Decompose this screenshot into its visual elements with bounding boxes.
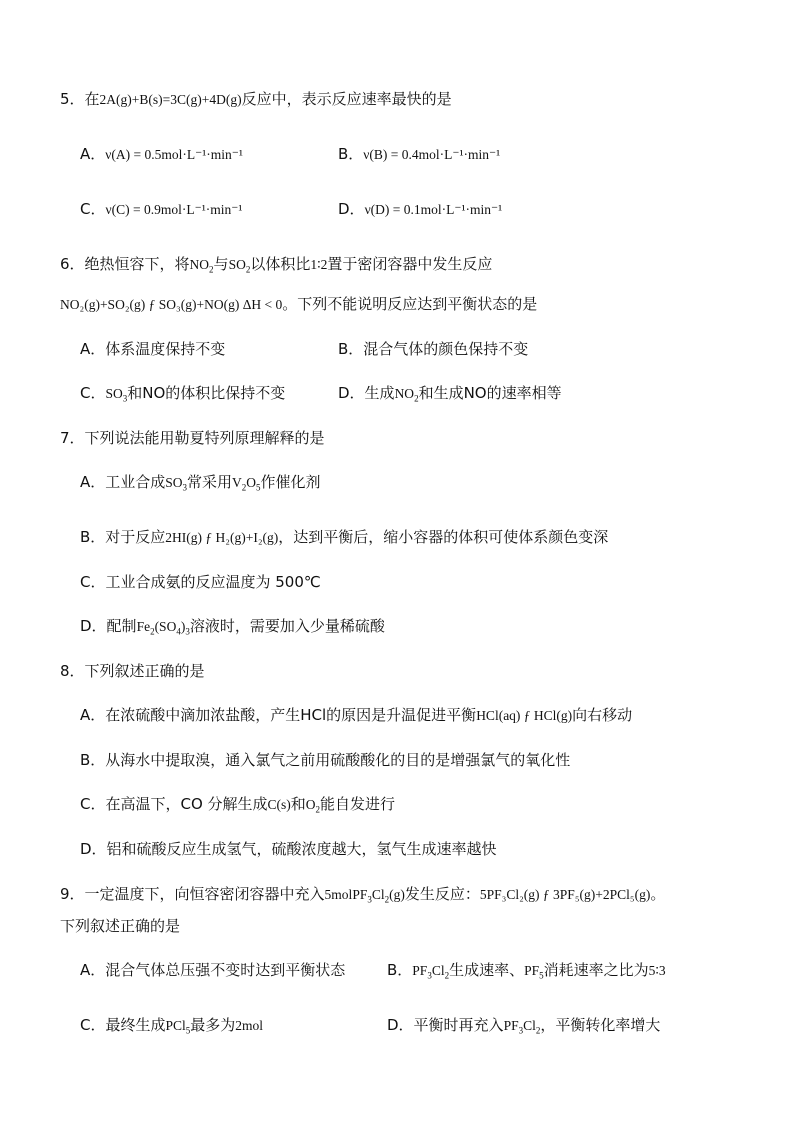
q9-option-b <box>387 960 666 981</box>
q6-d-a: D．生成 <box>338 384 395 402</box>
q6-stem-a: 6．绝热恒容下，将 <box>60 255 190 273</box>
q9-c-amount: 2mol <box>235 1018 264 1033</box>
q5-b-label: B． <box>338 145 364 163</box>
q7-d-a: D．配制 <box>80 617 137 635</box>
q5-stem-tail: 反应中，表示反应速率最快的是 <box>241 90 452 108</box>
q7-stem: 7．下列说法能用勒夏特列原理解释的是 <box>60 429 325 447</box>
q9-c-a: C．最终生成 <box>80 1016 166 1034</box>
q5-a-expr: ν(A) = 0.5mol·L⁻¹·min⁻¹ <box>105 147 243 162</box>
q8-a-a: A．在浓硫酸中滴加浓盐酸，产生HCl的原因是升温促进平衡 <box>80 706 477 724</box>
q6-c-text: 和NO的体积比保持不变 <box>127 384 286 402</box>
v2o5-formula: $V_2O_5$ <box>232 475 261 493</box>
q6-stem-tail: 。下列不能说明反应达到平衡状态的是 <box>282 295 538 313</box>
q8-option-d: D．铝和硫酸反应生成氢气，硫酸浓度越大，氢气生成速率越快 <box>80 840 497 858</box>
q7-option-a <box>80 472 321 493</box>
q9-stem-2: 下列叙述正确的是 <box>60 917 181 935</box>
q8-option-b: B．从海水中提取溴，通入氯气之前用硫酸酸化的目的是增强氯气的氧化性 <box>80 751 571 769</box>
q6-option-b: B．混合气体的颜色保持不变 <box>338 340 529 358</box>
q5-equation: 2A(g)+B(s)=3C(g)+4D(g) <box>99 92 242 107</box>
q6-option-c <box>80 383 285 404</box>
q9-b-b: 消耗速率之比为 <box>543 961 649 979</box>
q5-b-expr: ν(B) = 0.4mol·L⁻¹·min⁻¹ <box>363 147 501 162</box>
no2-formula: $NO_2$ <box>394 386 419 404</box>
q5-d-label: D． <box>338 200 365 218</box>
q5-c-expr: ν(C) = 0.9mol·L⁻¹·min⁻¹ <box>105 202 243 217</box>
q5-c-label: C． <box>80 200 106 218</box>
q9-c-b: 最多为 <box>190 1016 236 1034</box>
o2-formula: $O_2$ <box>305 797 321 815</box>
q7-a-c: 作催化剂 <box>260 473 321 491</box>
q8-a-b: 向右移动 <box>572 706 633 724</box>
q9-b-label: B． <box>387 961 413 979</box>
q7-option-d <box>80 616 385 637</box>
q8-c-a: C．在高温下，CO 分解生成 <box>80 795 268 813</box>
pf3cl2-formula: $PF_3Cl_2(g)$ <box>352 887 405 905</box>
q6-equation: NO₂(g)+SO₂(g) ƒ SO₃(g)+NO(g) ΔH < 0 <box>60 297 283 312</box>
q5-option-d <box>338 199 502 220</box>
no2-formula: $NO_2$ <box>189 257 214 275</box>
q9-d-b: ，平衡转化率增大 <box>540 1016 661 1034</box>
so3-formula: $SO_3$ <box>105 386 128 404</box>
q5-stem <box>60 89 452 110</box>
so2-formula: $SO_2$ <box>228 257 251 275</box>
q5-option-a <box>80 144 243 165</box>
q6-stem-c: 以体积比 <box>250 255 311 273</box>
q6-ratio: 1∶2 <box>310 257 328 272</box>
q7-option-c: C．工业合成氨的反应温度为 500℃ <box>80 573 321 591</box>
q9-b-a: 生成速率、 <box>449 961 525 979</box>
q5-a-label: A． <box>80 145 106 163</box>
carbon-formula: C(s) <box>267 797 291 812</box>
pf5-formula: $PF_5$ <box>524 963 544 981</box>
pf3cl2-formula: $PF_3Cl_2$ <box>503 1018 541 1036</box>
q7-b-b: ，达到平衡后，缩小容器的体积可使体系颜色变深 <box>278 528 609 546</box>
pcl5-formula: PCl$_5$ <box>165 1018 191 1036</box>
q6-equation-line <box>60 294 537 315</box>
q8-option-a <box>80 705 632 726</box>
q9-option-d <box>387 1015 660 1036</box>
q9-equation: 5PF₃Cl₂(g) ƒ 3PF₅(g)+2PCl₅(g) <box>479 887 651 902</box>
q9-option-c <box>80 1015 263 1036</box>
q9-stem-b: 发生反应： <box>404 885 480 903</box>
q9-stem-c: 。 <box>650 885 666 903</box>
q6-option-d <box>338 383 562 404</box>
q6-c-label: C． <box>80 384 106 402</box>
q9-b-ratio: 5∶3 <box>648 963 666 978</box>
q7-a-a: A．工业合成 <box>80 473 166 491</box>
q8-c-c: 能自发进行 <box>320 795 396 813</box>
fe2so43-formula: $Fe_2(SO_4)_3$ <box>136 619 190 637</box>
q6-d-b: 和生成NO的速率相等 <box>418 384 562 402</box>
q7-b-equation: 2HI(g) ƒ H₂(g)+I₂(g) <box>165 530 279 545</box>
q5-option-c <box>80 199 242 220</box>
q9-stem <box>60 884 665 905</box>
q8-c-b: 和 <box>290 795 306 813</box>
q7-b-a: B．对于反应 <box>80 528 166 546</box>
q9-stem-a: 9．一定温度下，向恒容密闭容器中充入 <box>60 885 325 903</box>
so3-formula: $SO_3$ <box>165 475 188 493</box>
q7-a-b: 常采用 <box>187 473 233 491</box>
q6-stem-d: 置于密闭容器中发生反应 <box>327 255 493 273</box>
q8-option-c <box>80 794 395 815</box>
pf3cl2-formula: $PF_3Cl_2$ <box>412 963 450 981</box>
q9-d-a: D．平衡时再充入 <box>387 1016 504 1034</box>
q5-option-b <box>338 144 500 165</box>
q7-d-b: 溶液时，需要加入少量稀硫酸 <box>189 617 385 635</box>
q8-stem: 8．下列叙述正确的是 <box>60 662 205 680</box>
q9-option-a: A．混合气体总压强不变时达到平衡状态 <box>80 961 346 979</box>
q5-d-expr: ν(D) = 0.1mol·L⁻¹·min⁻¹ <box>364 202 503 217</box>
q7-option-b <box>80 527 608 548</box>
q8-a-equation: HCl(aq) ƒ HCl(g) <box>476 708 573 723</box>
q5-stem-text: 5．在 <box>60 90 100 108</box>
q6-stem-b: 与 <box>213 255 229 273</box>
q6-option-a: A．体系温度保持不变 <box>80 340 226 358</box>
q9-amount: 5mol <box>324 887 353 902</box>
q6-stem <box>60 254 492 275</box>
